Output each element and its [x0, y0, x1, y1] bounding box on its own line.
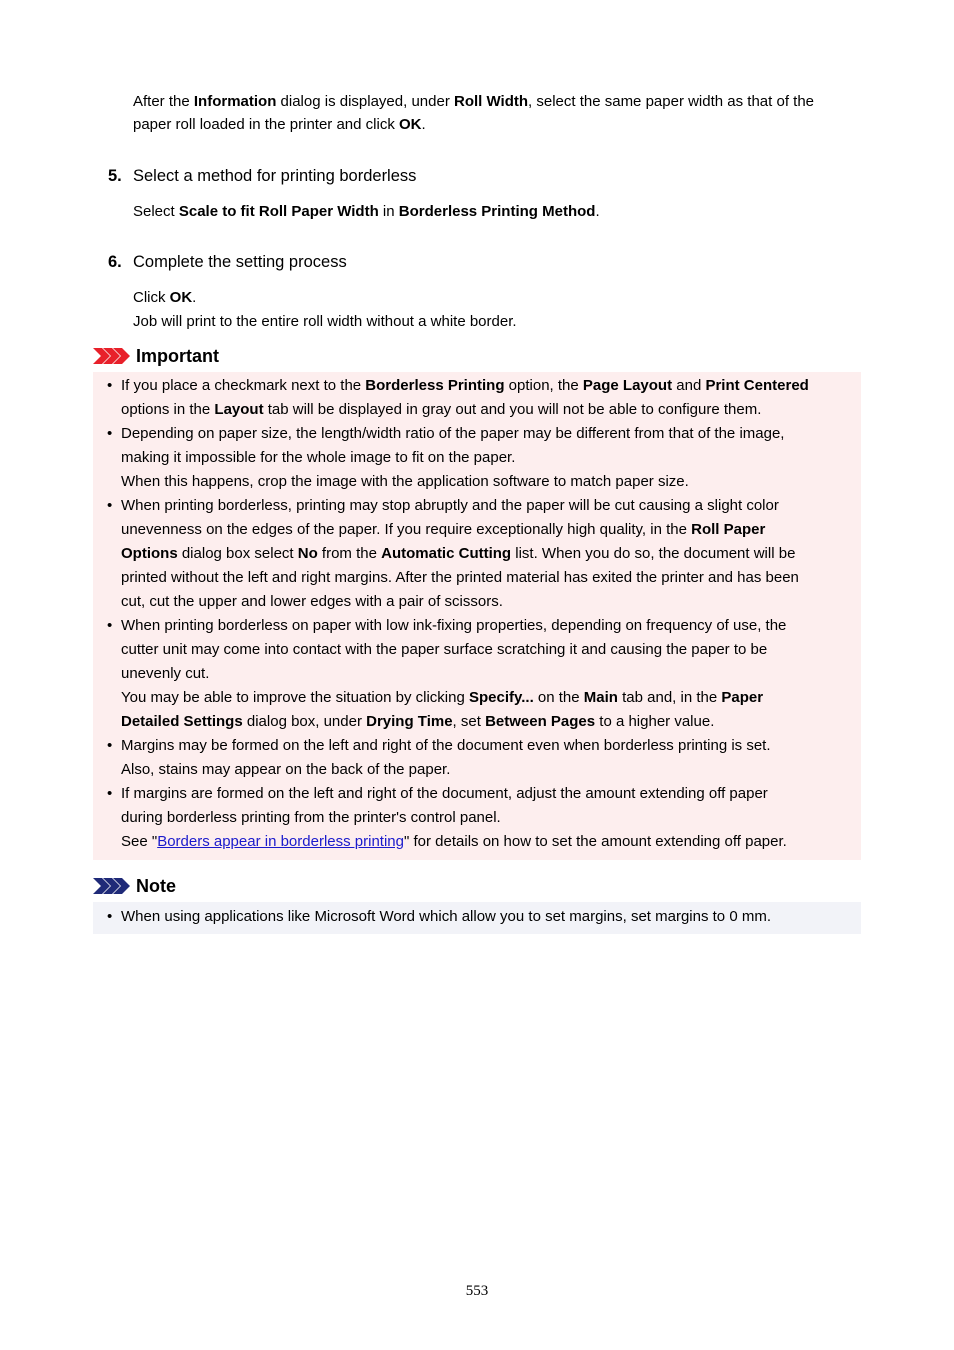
- text: .: [595, 203, 600, 220]
- step6-line-1: [133, 286, 196, 310]
- ui-term-information: Information: [193, 93, 277, 110]
- list-item: • If you place a checkmark next to the Borderless Printing option, the Page Layout and Print Centered options in the Layout tab will be displayed in gray out and you will not be able to configure them.: [106, 374, 858, 422]
- step-number-6: 6.: [108, 253, 122, 271]
- ui-term-borderless-method: Borderless Printing Method: [398, 203, 596, 220]
- step-number-5: 5.: [108, 167, 122, 185]
- note-heading: [93, 874, 176, 898]
- ui-term-scale-to-fit: Scale to fit Roll Paper Width: [178, 203, 379, 220]
- note-chevrons-icon: [93, 878, 131, 894]
- important-heading: [93, 344, 219, 368]
- text: .: [192, 289, 197, 306]
- text: in: [378, 203, 399, 220]
- text: After the: [133, 93, 194, 110]
- intro-line-2: [133, 113, 426, 137]
- list-item: • When printing borderless, printing may stop abruptly and the paper will be cut causing a slight color unevenness on the edges of the paper. If you require exceptionally high quality, in the Roll Paper Options dialog box select No from the Automatic Cutting list. When you do so, the document will be printed without the left and right margins. After the printed material has exited the printer and has been cut, cut the upper and lower edges with a pair of scissors.: [106, 494, 858, 614]
- step6-line-2: Job will print to the entire roll width without a white border.: [133, 313, 517, 330]
- borders-link[interactable]: Borders appear in borderless printing: [157, 833, 404, 850]
- text: dialog is displayed, under: [276, 93, 454, 110]
- ui-term-roll-width: Roll Width: [454, 93, 529, 110]
- important-label: Important: [136, 346, 219, 366]
- important-chevrons-icon: [93, 348, 131, 364]
- intro-line-1: [133, 90, 814, 114]
- step5-body: [133, 200, 600, 224]
- step-title-5: Select a method for printing borderless: [133, 167, 417, 185]
- list-item: • When printing borderless on paper with low ink-fixing properties, depending on frequency of use, the cutter unit may come into contact with the paper surface scratching it and causing the paper to be unevenly cut. You may be able to improve the situation by clicking Specify... on the Main tab and, in the Paper Detailed Settings dialog box, under Drying Time, set Between Pages to a higher value.: [106, 614, 858, 734]
- text: paper roll loaded in the printer and click: [133, 116, 399, 133]
- list-item: • If margins are formed on the left and right of the document, adjust the amount extending off paper during borderless printing from the printer's control panel. See "Borders appear in borderless printing" for details on how to set the amount extending off paper.: [106, 782, 858, 854]
- text: Click: [133, 289, 170, 306]
- note-label: Note: [136, 876, 176, 896]
- step-title-6: Complete the setting process: [133, 253, 347, 271]
- list-item: • Depending on paper size, the length/width ratio of the paper may be different from that of the image, making it impossible for the whole image to fit on the paper. When this happens, crop the image with the application software to match paper size.: [106, 422, 858, 494]
- list-item: • Margins may be formed on the left and right of the document even when borderless printing is set. Also, stains may appear on the back of the paper.: [106, 734, 858, 782]
- text: Select: [133, 203, 179, 220]
- list-item: • When using applications like Microsoft Word which allow you to set margins, set margins to 0 mm.: [106, 905, 858, 929]
- ui-term-ok: OK: [169, 289, 193, 306]
- page-number: 553: [465, 1283, 489, 1299]
- important-list: [106, 374, 858, 854]
- note-list: [106, 905, 858, 929]
- ui-term-ok: OK: [399, 116, 422, 133]
- text: , select the same paper width as that of the: [528, 93, 815, 110]
- text: .: [421, 116, 426, 133]
